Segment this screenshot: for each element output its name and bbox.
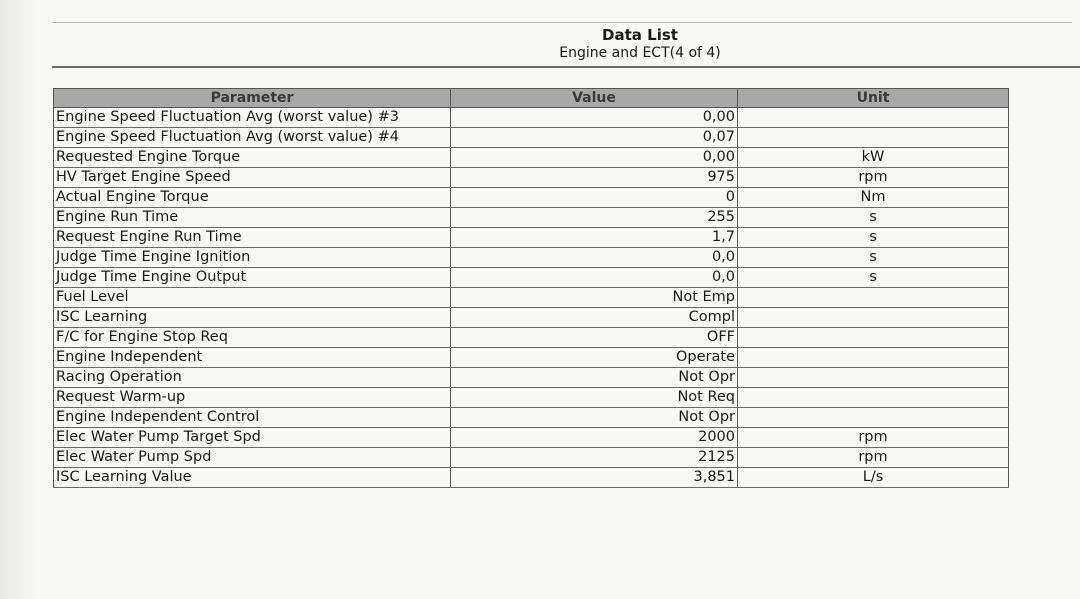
page-subtitle: Engine and ECT(4 of 4) <box>559 45 721 61</box>
value-cell: Not Opr <box>451 368 738 388</box>
value-cell: 2000 <box>451 428 738 448</box>
top-rule <box>52 22 1072 23</box>
unit-cell <box>738 328 1009 348</box>
parameter-cell: Judge Time Engine Ignition <box>54 248 451 268</box>
unit-cell <box>738 348 1009 368</box>
unit-cell: s <box>738 268 1009 288</box>
parameter-cell: Actual Engine Torque <box>54 188 451 208</box>
parameter-cell: Requested Engine Torque <box>54 148 451 168</box>
value-cell: 0,07 <box>451 128 738 148</box>
page-title: Data List <box>602 26 678 44</box>
title-block <box>480 26 800 62</box>
parameter-cell: Elec Water Pump Spd <box>54 448 451 468</box>
parameter-cell: Engine Speed Fluctuation Avg (worst value) #4 <box>54 128 451 148</box>
value-cell: 0,0 <box>451 268 738 288</box>
unit-cell: s <box>738 228 1009 248</box>
table-header-row <box>54 89 1009 108</box>
table-row <box>54 288 1009 308</box>
table-row <box>54 368 1009 388</box>
value-cell: Compl <box>451 308 738 328</box>
parameter-cell: Engine Speed Fluctuation Avg (worst value) #3 <box>54 108 451 128</box>
data-list-table <box>53 88 1009 488</box>
value-cell: 0,00 <box>451 108 738 128</box>
parameter-cell: Request Engine Run Time <box>54 228 451 248</box>
unit-cell: kW <box>738 148 1009 168</box>
unit-cell: rpm <box>738 428 1009 448</box>
value-cell: OFF <box>451 328 738 348</box>
table-row <box>54 248 1009 268</box>
value-cell: Not Opr <box>451 408 738 428</box>
parameter-cell: Racing Operation <box>54 368 451 388</box>
column-header-unit: Unit <box>738 89 1009 108</box>
value-cell: 255 <box>451 208 738 228</box>
unit-cell <box>738 388 1009 408</box>
unit-cell <box>738 308 1009 328</box>
parameter-cell: ISC Learning Value <box>54 468 451 488</box>
table-row <box>54 268 1009 288</box>
table-row <box>54 328 1009 348</box>
unit-cell: rpm <box>738 168 1009 188</box>
column-header-parameter: Parameter <box>54 89 451 108</box>
parameter-cell: HV Target Engine Speed <box>54 168 451 188</box>
table-row <box>54 408 1009 428</box>
table-row <box>54 208 1009 228</box>
table-row <box>54 148 1009 168</box>
parameter-cell: ISC Learning <box>54 308 451 328</box>
unit-cell: s <box>738 208 1009 228</box>
table-row <box>54 348 1009 368</box>
parameter-cell: Elec Water Pump Target Spd <box>54 428 451 448</box>
table-row <box>54 128 1009 148</box>
unit-cell <box>738 288 1009 308</box>
scan-edge <box>0 0 40 599</box>
value-cell: Not Emp <box>451 288 738 308</box>
value-cell: 0,00 <box>451 148 738 168</box>
parameter-cell: Engine Run Time <box>54 208 451 228</box>
table-body <box>54 108 1009 488</box>
table-row <box>54 168 1009 188</box>
unit-cell <box>738 128 1009 148</box>
value-cell: Not Req <box>451 388 738 408</box>
unit-cell <box>738 368 1009 388</box>
table-row <box>54 448 1009 468</box>
value-cell: 2125 <box>451 448 738 468</box>
table-row <box>54 308 1009 328</box>
title-rule <box>52 66 1080 68</box>
table-row <box>54 428 1009 448</box>
parameter-cell: Engine Independent <box>54 348 451 368</box>
value-cell: 975 <box>451 168 738 188</box>
value-cell: Operate <box>451 348 738 368</box>
value-cell: 1,7 <box>451 228 738 248</box>
value-cell: 0,0 <box>451 248 738 268</box>
unit-cell: L/s <box>738 468 1009 488</box>
unit-cell: s <box>738 248 1009 268</box>
column-header-value: Value <box>451 89 738 108</box>
unit-cell <box>738 408 1009 428</box>
table-row <box>54 228 1009 248</box>
unit-cell: Nm <box>738 188 1009 208</box>
value-cell: 0 <box>451 188 738 208</box>
table-row <box>54 388 1009 408</box>
unit-cell <box>738 108 1009 128</box>
value-cell: 3,851 <box>451 468 738 488</box>
table-row <box>54 108 1009 128</box>
parameter-cell: Judge Time Engine Output <box>54 268 451 288</box>
unit-cell: rpm <box>738 448 1009 468</box>
parameter-cell: F/C for Engine Stop Req <box>54 328 451 348</box>
table-row <box>54 468 1009 488</box>
table-row <box>54 188 1009 208</box>
parameter-cell: Engine Independent Control <box>54 408 451 428</box>
parameter-cell: Request Warm-up <box>54 388 451 408</box>
parameter-cell: Fuel Level <box>54 288 451 308</box>
